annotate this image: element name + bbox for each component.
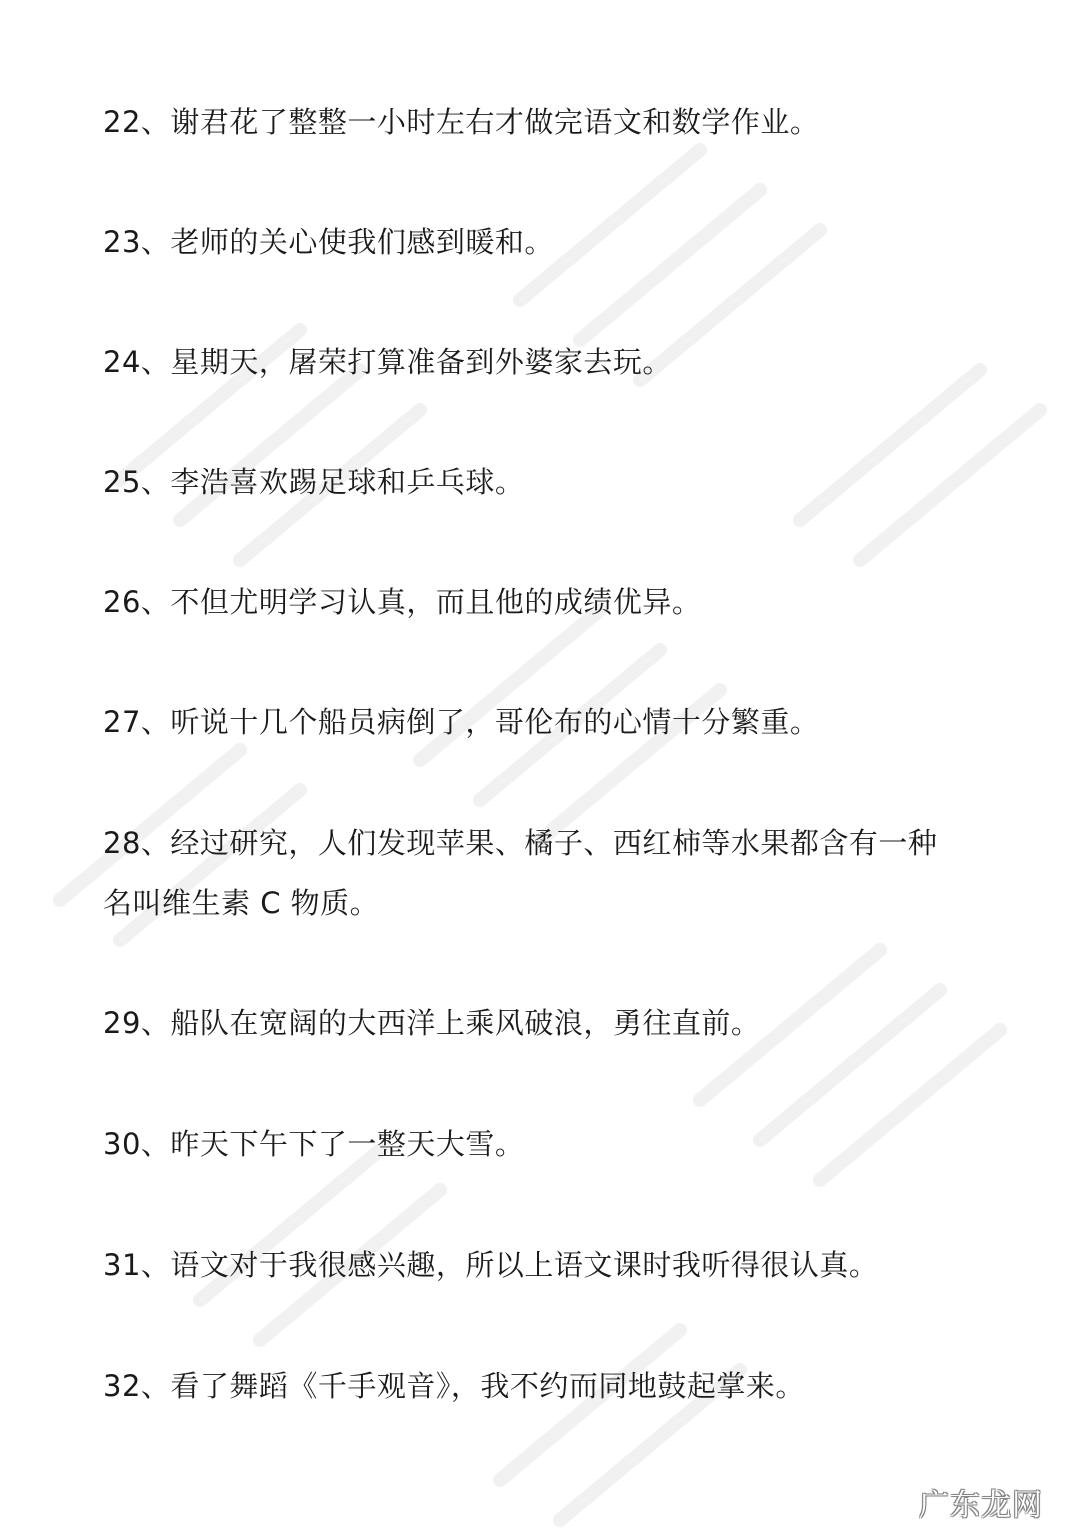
sentence-27: 27、听说十几个船员病倒了，哥伦布的心情十分繁重。 (103, 705, 820, 739)
sentence-28-line-1: 28、经过研究，人们发现苹果、橘子、西红柿等水果都含有一种 (103, 826, 938, 860)
sentence-23: 23、老师的关心使我们感到暖和。 (103, 225, 554, 259)
sentence-29: 29、船队在宽阔的大西洋上乘风破浪，勇往直前。 (103, 1006, 761, 1040)
sentence-25: 25、李浩喜欢踢足球和乒乓球。 (103, 465, 525, 499)
sentence-28-line-2: 名叫维生素 C 物质。 (103, 886, 380, 920)
sentence-24: 24、星期天，屠荣打算准备到外婆家去玩。 (103, 345, 672, 379)
sentence-32: 32、看了舞蹈《千手观音》，我不约而同地鼓起掌来。 (103, 1369, 805, 1403)
sentence-30: 30、昨天下午下了一整天大雪。 (103, 1127, 525, 1161)
site-logo-watermark: 广东龙网 (919, 1488, 1043, 1523)
sentence-26: 26、不但尤明学习认真，而且他的成绩优异。 (103, 585, 702, 619)
sentence-22: 22、谢君花了整整一小时左右才做完语文和数学作业。 (103, 105, 820, 139)
sentence-31: 31、语文对于我很感兴趣，所以上语文课时我听得很认真。 (103, 1248, 879, 1282)
